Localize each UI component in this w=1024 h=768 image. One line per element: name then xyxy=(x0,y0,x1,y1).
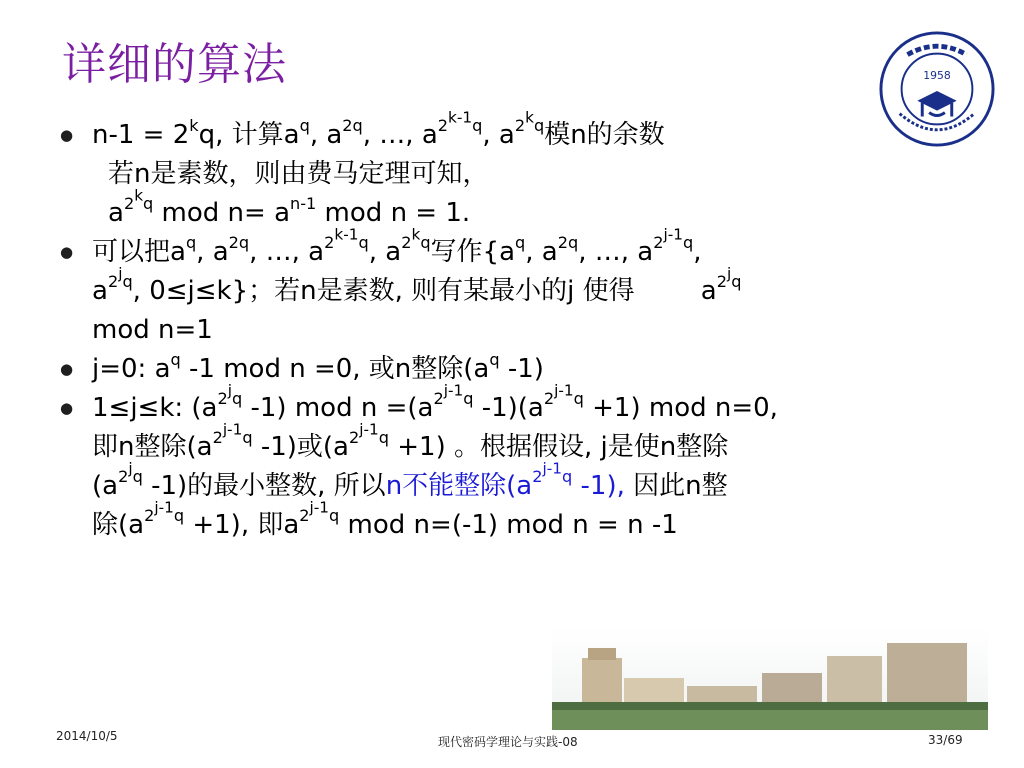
footer-date: 2014/10/5 xyxy=(56,729,118,743)
bullet-3: ● j=0: $a^q$ -1 mod n =0, 或n整除($a^q$ -1) xyxy=(56,350,956,389)
campus-photo xyxy=(552,628,988,730)
bullet-4: ● 1≤j≤k: ($a^{2^jq}$ -1) mod $n =(a^{2^{j-1}q}$ $-1)(a^{2^{j-1}q} +1)$ mod n=0, 即n整除($a^{2^{j-1}q}$ -1)或$(a^{2^{j-1}q} +1)$ 。根据假设, j是使n整除 ($a^{2^jq}$ -1)的最小整数, 所以n不能整除($a^{2^{j-1}q}$ -1), 因此n整 除$(a^{2^{j-1}q} +1)$, 即$a^{2^{j-1}q}$ mod n=(-1) mod n = n -1 xyxy=(56,389,956,545)
logo-year: 1958 xyxy=(923,69,951,83)
bullet-1-line-3: $a^{2^kq}$ mod $n= a^{n-1}$ mod n = 1. xyxy=(108,186,471,228)
bullet-1: ● $n-1 = 2^kq$, 计算$a^q$, $a^{2q}$, …, $a^{2^{k-1}q}$, $a^{2^kq}$模n的余数 xyxy=(56,116,956,155)
bullet-2: ● 可以把$a^q$, $a^{2q}$, …, $a^{2^{k-1}q}$, $a^{2^kq}$写作{$a^q$, $a^{2q}$, …, $a^{2^{j-1}q}$, $a^{2^jq}$, 0≤j≤k}；若n是素数, 则有某最小的j 使得 $a^{2^jq}$ mod n=1 xyxy=(56,233,956,350)
footer-course: 现代密码学理论与实践-08 xyxy=(438,735,578,749)
footer-page-number: 33/69 xyxy=(928,733,963,747)
slide-body xyxy=(56,108,956,545)
bullet-1-line-2: 若n是素数，则由费马定理可知， xyxy=(108,159,489,189)
highlighted-conclusion: n不能整除($a^{2^{j-1}q}$ -1), xyxy=(385,459,625,501)
slide-title: 详细的算法 xyxy=(62,39,287,90)
